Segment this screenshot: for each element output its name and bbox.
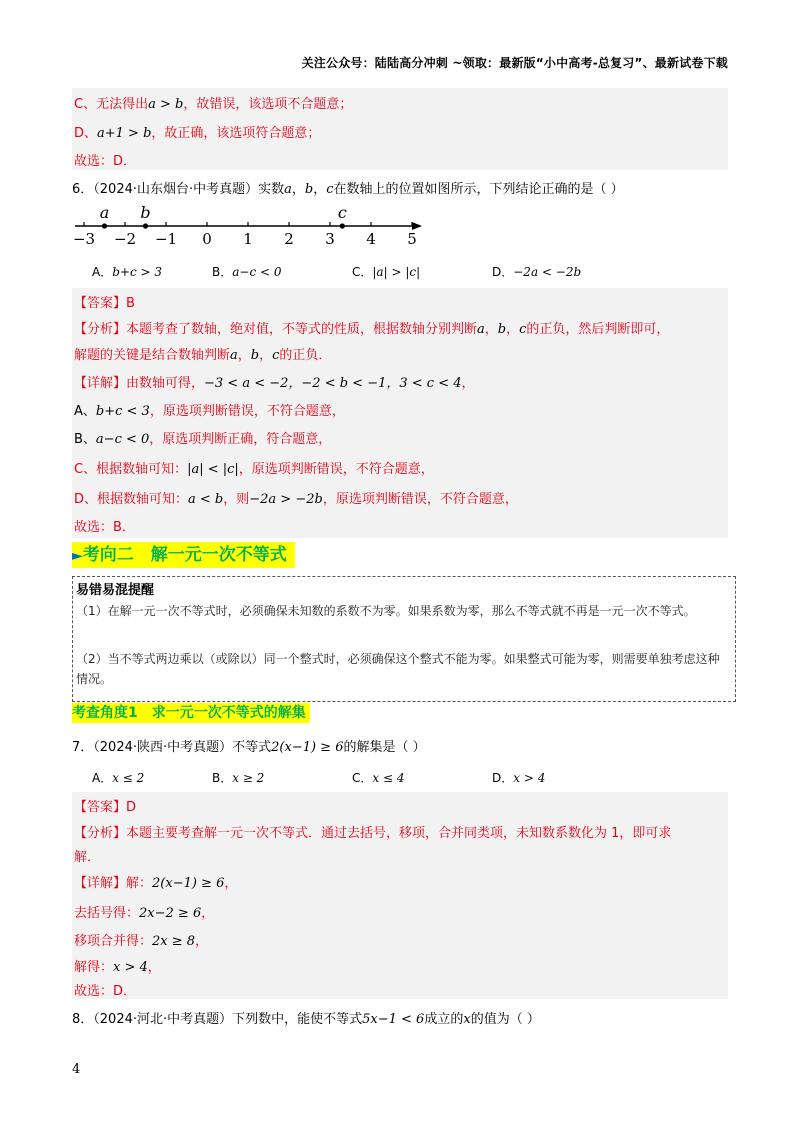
number-line-tick-label: −3 <box>72 230 96 248</box>
number-line-tick-label: −2 <box>113 230 137 248</box>
number-line-tick-label: 3 <box>325 230 335 248</box>
number-line-tick-label: 5 <box>407 230 417 248</box>
q6-detail-row-b: B、a−c < 0，原选项判断正确，符合题意， <box>74 432 332 447</box>
tips-paragraph-1: （1）在解一元一次不等式时，必须确保未知数的系数不为零。如果系数为零，那么不等式就不再是一元一次不等式。 <box>76 604 696 618</box>
question-8-stem: 8．（2024·河北·中考真题）下列数中，能使不等式5x−1 < 6成立的x的值为（ ） <box>72 1012 540 1027</box>
q7-step-2: 去括号得：2x−2 ≥ 6， <box>74 906 215 921</box>
q6-option-d[interactable]: D．−2a < −2b <box>492 265 582 279</box>
page-number: 4 <box>72 1062 81 1077</box>
tips-paragraph-2: （2）当不等式两边乘以（或除以）同一个整式时，必须确保这个整式不能为零。如果整式可能为零，则需要单独考虑这种情况。 <box>76 652 720 686</box>
q6-detail-row-a: A、b+c < 3，原选项判断错误，不符合题意， <box>74 404 345 419</box>
page-header: 关注公众号：陆陆高分冲刺 ~领取：最新版“小中高考-总复习”、最新试卷下载 <box>301 56 728 70</box>
number-line-point-a <box>102 223 107 228</box>
section-title: ►考向二 解一元一次不等式 <box>72 542 295 568</box>
number-line <box>72 200 432 252</box>
angle-heading: 考查角度1 求一元一次不等式的解集 <box>72 703 310 723</box>
number-line-point-c <box>340 223 345 228</box>
number-line-point-label-a: a <box>99 203 110 222</box>
q6-analysis-1: 【分析】本题考查了数轴，绝对值，不等式的性质，根据数轴分别判断a，b，c的正负，然后判断即可， <box>74 322 670 337</box>
number-line-tick-label: 0 <box>202 230 212 248</box>
q6-option-a[interactable]: A．b+c > 3 <box>92 265 162 279</box>
q7-choice: 故选：D． <box>74 984 137 999</box>
q7-answer: 【答案】D <box>74 800 137 815</box>
solution-line-c: C、无法得出a > b，故错误，该选项不合题意； <box>74 97 353 112</box>
number-line-arrow <box>412 222 422 230</box>
question-7-stem: 7．（2024·陕西·中考真题）不等式2(x−1) ≥ 6的解集是（ ） <box>72 740 426 755</box>
q6-analysis-2: 解题的关键是结合数轴判断a，b，c的正负． <box>74 348 332 363</box>
q7-step-1: 【详解】解：2(x−1) ≥ 6， <box>74 876 238 891</box>
solution-block-top <box>72 88 728 170</box>
q7-step-3: 移项合并得：2x ≥ 8， <box>74 934 209 949</box>
q6-answer: 【答案】B <box>74 296 135 311</box>
q7-analysis-1: 【分析】本题主要考查解一元一次不等式．通过去括号，移项，合并同类项，未知数系数化为 1，即可求 <box>74 826 672 841</box>
q6-detail: 【详解】由数轴可得，−3 < a < −2，−2 < b < −1，3 < c < 4， <box>74 376 475 391</box>
q7-step-4: 解得：x > 4， <box>74 960 161 975</box>
solution-block-q6 <box>72 288 728 538</box>
q7-analysis-2: 解． <box>74 850 101 865</box>
number-line-tick-label: 1 <box>243 230 253 248</box>
solution-choice: 故选：D． <box>74 154 137 169</box>
q6-detail-row-c: C、根据数轴可知：|a| < |c|，原选项判断错误，不符合题意， <box>74 462 434 477</box>
tips-title: 易错易混提醒 <box>76 583 155 598</box>
q6-option-c[interactable]: C．|a| > |c| <box>352 265 421 279</box>
tips-box <box>72 576 736 702</box>
q7-option-a[interactable]: A．x ≤ 2 <box>92 771 145 785</box>
q6-option-b[interactable]: B．a−c < 0 <box>212 265 282 279</box>
q7-option-b[interactable]: B．x ≥ 2 <box>212 771 265 785</box>
number-line-point-label-c: c <box>337 203 347 222</box>
solution-block-q7 <box>72 792 728 999</box>
q6-choice: 故选：B． <box>74 520 135 535</box>
question-6-stem: 6．（2024·山东烟台·中考真题）实数a，b，c在数轴上的位置如图所示，下列结论正确的是（ ） <box>72 182 624 197</box>
number-line-point-label-b: b <box>140 203 151 222</box>
number-line-tick-label: 2 <box>284 230 294 248</box>
solution-line-d: D、a+1 > b，故正确，该选项符合题意； <box>74 126 321 141</box>
q6-detail-row-d: D、根据数轴可知：a < b，则−2a > −2b，原选项判断错误，不符合题意， <box>74 492 518 507</box>
number-line-tick-label: −1 <box>154 230 178 248</box>
triangle-marker-icon: ► <box>72 548 83 564</box>
q7-option-c[interactable]: C．x ≤ 4 <box>352 771 405 785</box>
number-line-tick-label: 4 <box>366 230 376 248</box>
number-line-point-b <box>143 223 148 228</box>
q7-option-d[interactable]: D．x > 4 <box>492 771 546 785</box>
